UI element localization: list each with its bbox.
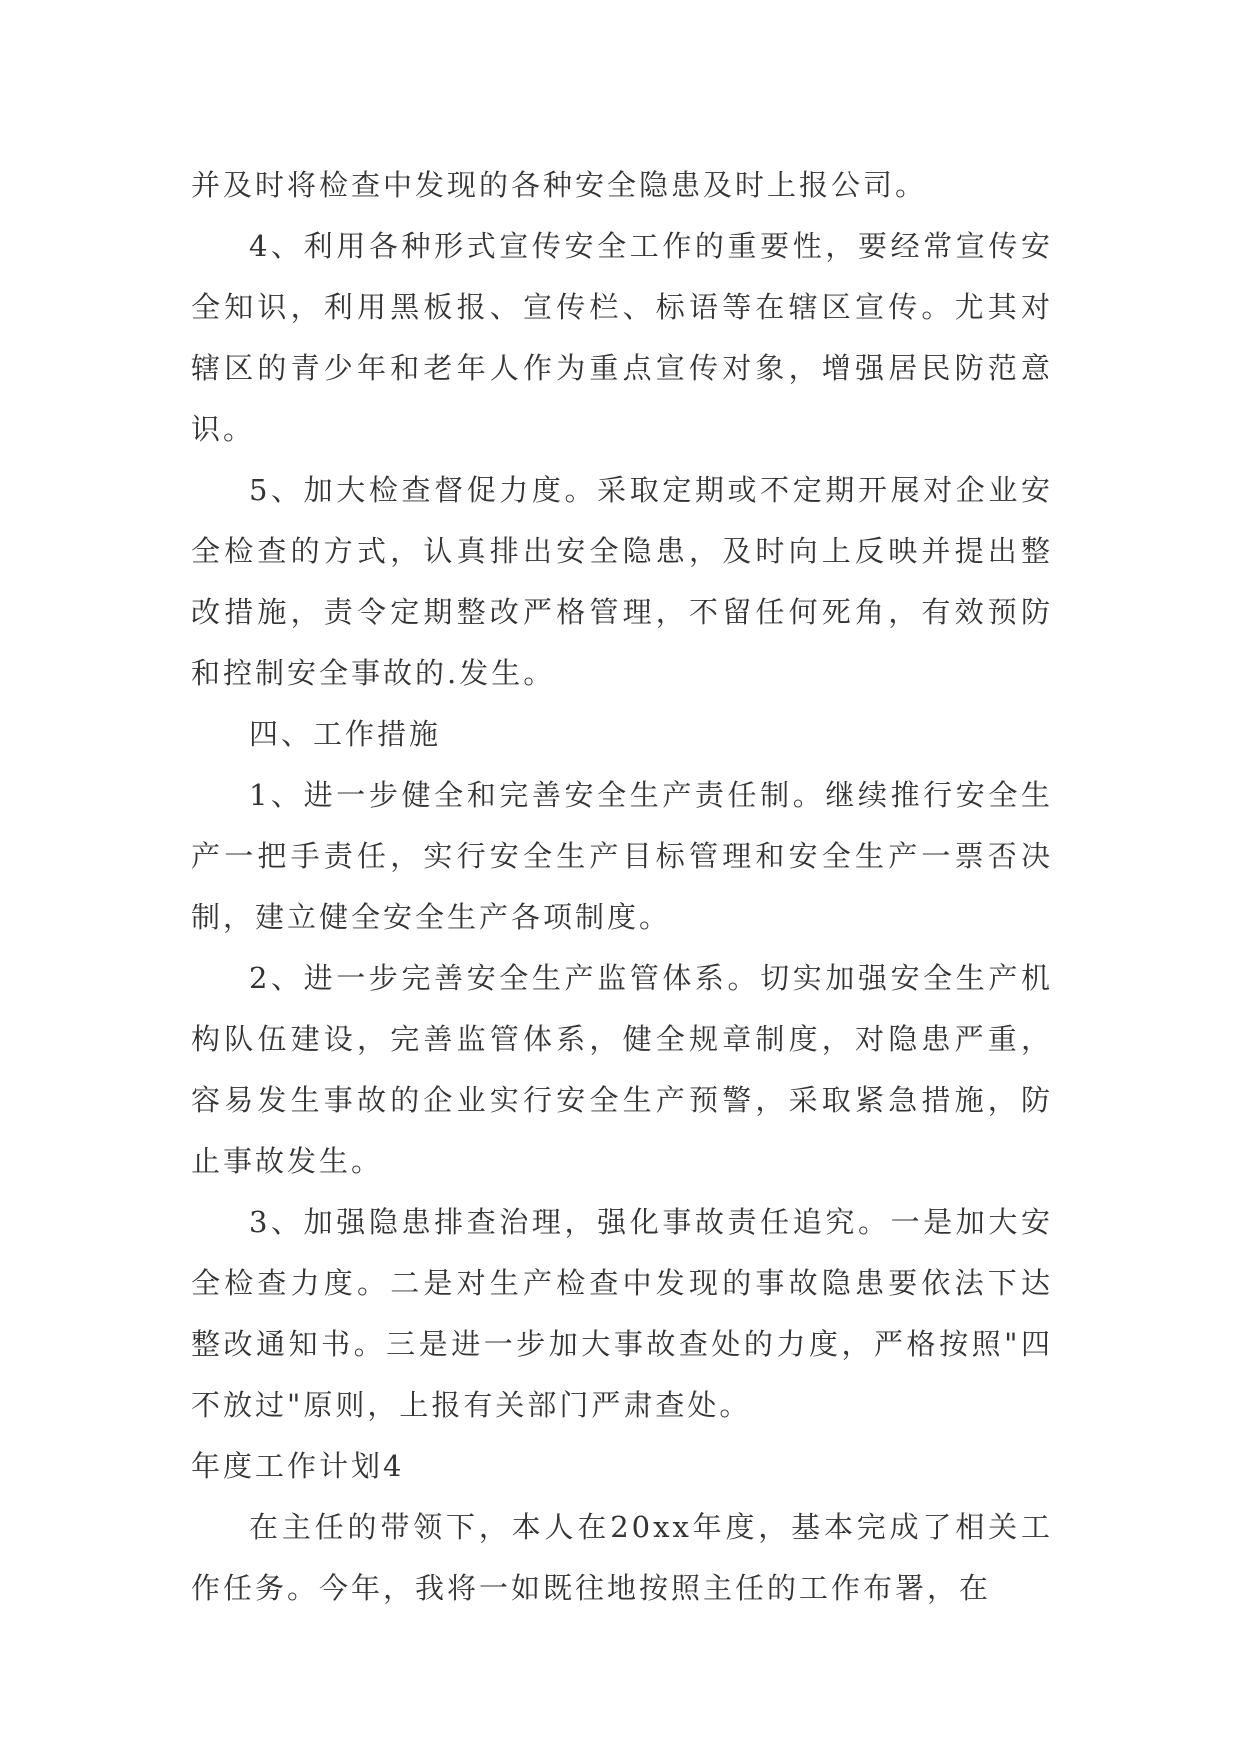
document-section-title: 年度工作计划4	[191, 1449, 405, 1483]
document-body	[191, 155, 1053, 1619]
paragraph: 3、加强隐患排查治理，强化事故责任追究。一是加大安全检查力度。二是对生产检查中发现的事故隐患要依法下达整改通知书。三是进一步加大事故查处的力度，严格按照"四不放过"原则，上报有关部门严肃查处。	[191, 1205, 1053, 1422]
paragraph: 1、进一步健全和完善安全生产责任制。继续推行安全生产一把手责任，实行安全生产目标管理和安全生产一票否决制，建立健全安全生产各项制度。	[191, 778, 1053, 934]
paragraph: 并及时将检查中发现的各种安全隐患及时上报公司。	[191, 168, 928, 202]
paragraph: 2、进一步完善安全生产监管体系。切实加强安全生产机构队伍建设，完善监管体系，健全规章制度，对隐患严重，容易发生事故的企业实行安全生产预警，采取紧急措施，防止事故发生。	[191, 961, 1053, 1178]
paragraph: 在主任的带领下，本人在20xx年度，基本完成了相关工作任务。今年，我将一如既往地按照主任的工作布署，在	[191, 1510, 1053, 1605]
paragraph: 5、加大检查督促力度。采取定期或不定期开展对企业安全检查的方式，认真排出安全隐患，及时向上反映并提出整改措施，责令定期整改严格管理，不留任何死角，有效预防和控制安全事故的.发生。	[191, 473, 1053, 690]
paragraph: 4、利用各种形式宣传安全工作的重要性，要经常宣传安全知识，利用黑板报、宣传栏、标语等在辖区宣传。尤其对辖区的青少年和老年人作为重点宣传对象，增强居民防范意识。	[191, 229, 1053, 446]
section-heading: 四、工作措施	[249, 717, 442, 751]
